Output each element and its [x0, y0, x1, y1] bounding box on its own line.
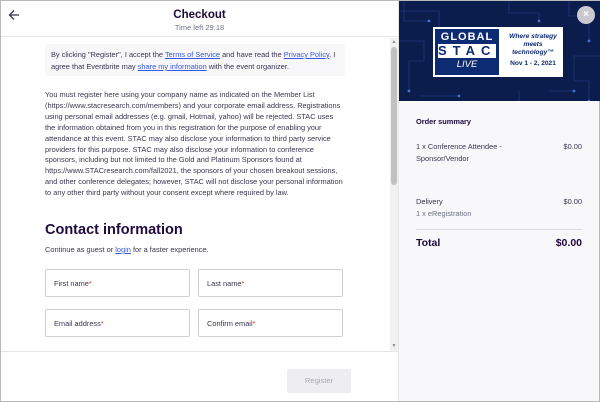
checkout-footer	[1, 351, 398, 401]
last-name-label: Last name*	[207, 279, 245, 288]
contact-info-heading: Contact information	[45, 222, 183, 238]
required-marker: *	[88, 279, 92, 288]
first-name-label: First name*	[54, 279, 92, 288]
scroll-down-icon[interactable]: ▼	[391, 343, 397, 349]
checkout-header	[1, 1, 398, 37]
notice-text-4: with the event organizer.	[206, 62, 289, 71]
form-scroll-area	[1, 38, 398, 351]
total-label: Total	[416, 237, 441, 249]
required-marker: *	[100, 319, 104, 328]
guest-suffix: for a faster experience.	[130, 245, 209, 254]
event-banner	[399, 1, 600, 101]
terms-notice	[45, 44, 345, 76]
notice-text-1: By clicking "Register", I accept the	[51, 50, 165, 59]
tagline-box	[501, 27, 563, 77]
scroll-thumb[interactable]	[391, 47, 397, 185]
logo-live-text: LIVE	[456, 59, 478, 70]
logo-global-text: GLOBAL	[440, 31, 494, 43]
required-marker: *	[241, 279, 245, 288]
first-name-field[interactable]	[45, 269, 190, 297]
share-info-link[interactable]: share my information	[137, 62, 207, 71]
guest-prefix: Continue as guest or	[45, 245, 116, 254]
ticket-line-price: $0.00	[563, 142, 582, 151]
close-icon[interactable]: ×	[577, 6, 595, 24]
summary-divider	[416, 229, 582, 230]
order-summary-panel	[398, 1, 599, 401]
stac-logo	[433, 27, 501, 77]
checkout-panel	[1, 1, 398, 401]
registration-info-text: You must register here using your company name as indicated on the Member List (https://www.stacresearch.com/members) and your corporate email address. Registrations using personal email addresses (e.g. gmail, Hotmail, yahoo) will be rejected. STAC uses the information obtained from you in this registration for the purpose of enabling your attendance at this event. STAC may also disclose your information to third party service providers for this purpose. STAC may also disclose your information to conference sponsors, including but not limited to the Gold and Platinum Sponsors found at https://www.STACresearch.com/fall2021, the sponsors of your chosen breakout sessions, and other conference delegates; however, STAC will not disclose your personal information to any other third party without your consent except where required by law.	[45, 90, 343, 198]
email-field[interactable]	[45, 309, 190, 337]
order-summary-title: Order summary	[416, 117, 472, 126]
last-name-field[interactable]	[198, 269, 343, 297]
delivery-price: $0.00	[563, 197, 582, 206]
email-label: Email address*	[54, 319, 104, 328]
delivery-sub-label: 1 x eRegistration	[416, 209, 472, 218]
confirm-email-field[interactable]	[198, 309, 343, 337]
privacy-policy-link[interactable]: Privacy Policy	[283, 50, 330, 59]
time-left: Time left 29:18	[174, 23, 225, 32]
confirm-email-label: Confirm email*	[207, 319, 256, 328]
delivery-label: Delivery	[416, 197, 443, 206]
ticket-line-label: 1 x Conference Attendee - Sponsor/Vendor	[416, 142, 502, 163]
scrollbar[interactable]	[390, 38, 398, 351]
notice-text-3: . I agree that Eventbrite may	[51, 50, 336, 71]
tagline: Where strategy meets technology™	[509, 33, 557, 56]
page-title: Checkout	[173, 9, 226, 21]
scroll-up-icon[interactable]: ▲	[391, 39, 397, 45]
guest-login-line	[45, 245, 209, 254]
total-price: $0.00	[555, 237, 582, 249]
register-button[interactable]: Register	[287, 369, 351, 393]
logo-stac-text: STAC	[438, 43, 497, 58]
required-marker: *	[252, 319, 256, 328]
terms-of-service-link[interactable]: Terms of Service	[164, 50, 221, 59]
event-dates: Nov 1 - 2, 2021	[510, 60, 556, 67]
login-link[interactable]: login	[115, 245, 131, 254]
notice-text-2: and have read the	[220, 50, 284, 59]
